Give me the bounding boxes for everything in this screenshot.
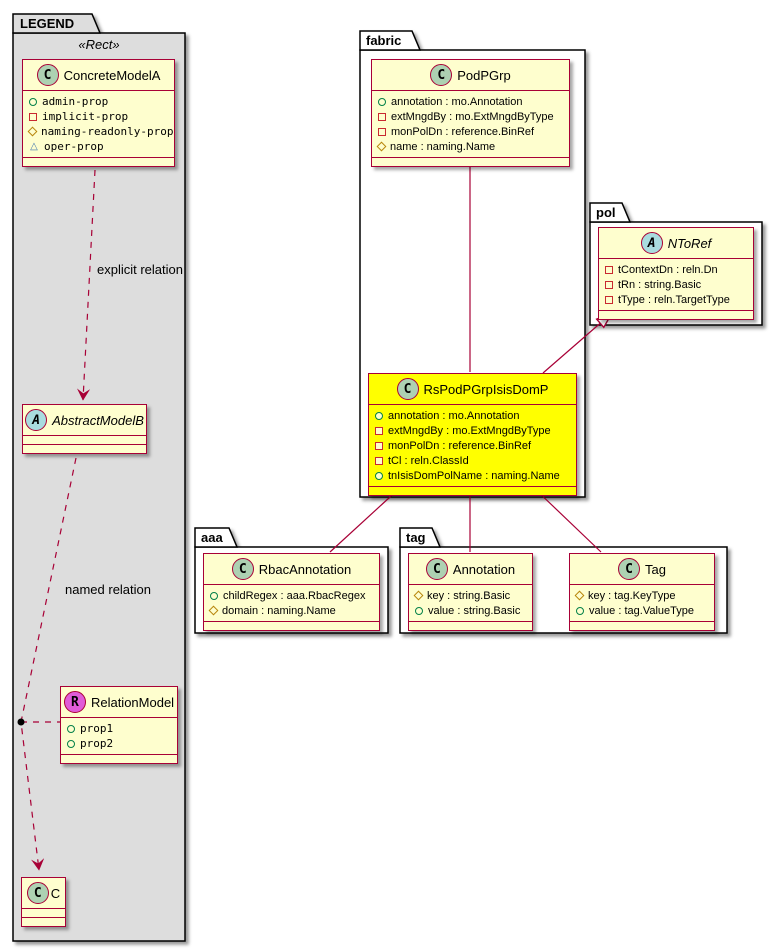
class-attributes bbox=[369, 404, 576, 486]
admin-prop-icon bbox=[67, 725, 75, 733]
attribute-row bbox=[372, 124, 569, 139]
attribute-text: value : tag.ValueType bbox=[589, 604, 694, 617]
implicit-prop-icon bbox=[378, 113, 386, 121]
empty-methods-compartment bbox=[23, 444, 146, 453]
implicit-prop-icon bbox=[375, 427, 383, 435]
class-header bbox=[204, 554, 379, 584]
implicit-prop-icon bbox=[29, 113, 37, 121]
admin-prop-icon bbox=[210, 592, 218, 600]
explicit-relation-label: explicit relation bbox=[97, 262, 183, 277]
empty-methods-compartment bbox=[369, 486, 576, 495]
class-attributes bbox=[599, 258, 753, 310]
class-rspodpgrpisisdomp bbox=[368, 373, 577, 496]
class-name: RbacAnnotation bbox=[258, 561, 352, 577]
class-tag bbox=[569, 553, 715, 631]
class-attributes bbox=[409, 584, 532, 621]
attribute-text: tCl : reln.ClassId bbox=[388, 454, 469, 467]
implicit-prop-icon bbox=[605, 296, 613, 304]
empty-attributes-compartment bbox=[23, 435, 146, 444]
attribute-row bbox=[409, 603, 532, 618]
class-header bbox=[409, 554, 532, 584]
abstract-class-icon: A bbox=[641, 232, 663, 254]
legend-package-label: LEGEND bbox=[20, 16, 75, 31]
attribute-text: extMngdBy : mo.ExtMngdByType bbox=[388, 424, 551, 437]
class-name: AbstractModelB bbox=[52, 412, 144, 428]
class-attributes bbox=[372, 90, 569, 157]
empty-methods-compartment bbox=[22, 917, 65, 926]
admin-prop-icon bbox=[576, 607, 584, 615]
class-icon: C bbox=[430, 64, 452, 86]
attribute-text: implicit-prop bbox=[42, 110, 129, 123]
attribute-text: tRn : string.Basic bbox=[618, 278, 702, 291]
fabric-package-label: fabric bbox=[366, 33, 402, 48]
class-rbacannotation bbox=[203, 553, 380, 631]
attribute-row bbox=[23, 109, 174, 124]
class-name: C bbox=[50, 885, 61, 901]
admin-prop-icon bbox=[378, 98, 386, 106]
naming-readonly-prop-icon bbox=[575, 591, 585, 601]
empty-methods-compartment bbox=[61, 754, 177, 763]
admin-prop-icon bbox=[375, 472, 383, 480]
relation-class-icon: R bbox=[64, 691, 86, 713]
relation-anchor-dot bbox=[18, 719, 25, 726]
implicit-prop-icon bbox=[605, 266, 613, 274]
attribute-row bbox=[61, 721, 177, 736]
implicit-prop-icon bbox=[375, 442, 383, 450]
attribute-text: annotation : mo.Annotation bbox=[391, 95, 523, 108]
attribute-row bbox=[369, 438, 576, 453]
abstract-class-icon: A bbox=[25, 409, 47, 431]
class-concretemodela bbox=[22, 59, 175, 167]
class-header bbox=[23, 60, 174, 90]
attribute-row bbox=[599, 262, 753, 277]
class-name: PodPGrp bbox=[457, 67, 511, 83]
attribute-row bbox=[570, 603, 714, 618]
class-icon: C bbox=[37, 64, 59, 86]
attribute-row bbox=[204, 603, 379, 618]
class-attributes bbox=[570, 584, 714, 621]
attribute-row bbox=[409, 588, 532, 603]
naming-readonly-prop-icon bbox=[377, 142, 387, 152]
class-icon: C bbox=[27, 882, 49, 904]
class-header bbox=[22, 878, 65, 908]
class-c bbox=[21, 877, 66, 927]
attribute-text: naming-readonly-prop bbox=[41, 125, 174, 138]
attribute-row bbox=[23, 124, 174, 139]
class-podpgrp bbox=[371, 59, 570, 167]
attribute-row bbox=[372, 109, 569, 124]
attribute-text: key : tag.KeyType bbox=[588, 589, 676, 602]
class-header bbox=[61, 687, 177, 717]
attribute-row bbox=[372, 139, 569, 154]
oper-prop-icon: △ bbox=[30, 140, 38, 152]
attribute-text: key : string.Basic bbox=[427, 589, 511, 602]
class-attributes bbox=[23, 90, 174, 157]
attribute-row bbox=[369, 468, 576, 483]
implicit-prop-icon bbox=[605, 281, 613, 289]
class-header bbox=[372, 60, 569, 90]
attribute-text: domain : naming.Name bbox=[222, 604, 336, 617]
class-annotation bbox=[408, 553, 533, 631]
attribute-text: tType : reln.TargetType bbox=[618, 293, 730, 306]
admin-prop-icon bbox=[67, 740, 75, 748]
class-icon: C bbox=[232, 558, 254, 580]
empty-methods-compartment bbox=[409, 621, 532, 630]
class-name: Tag bbox=[645, 561, 666, 577]
admin-prop-icon bbox=[29, 98, 37, 106]
class-name: Annotation bbox=[452, 561, 516, 577]
class-attributes bbox=[204, 584, 379, 621]
empty-methods-compartment bbox=[599, 310, 753, 319]
attribute-row bbox=[23, 94, 174, 109]
attribute-text: tContextDn : reln.Dn bbox=[618, 263, 718, 276]
attribute-row bbox=[599, 277, 753, 292]
attribute-row bbox=[369, 423, 576, 438]
class-name: RelationModel bbox=[90, 694, 175, 710]
attribute-text: name : naming.Name bbox=[390, 140, 496, 153]
class-header bbox=[369, 374, 576, 404]
attribute-row bbox=[570, 588, 714, 603]
attribute-text: tnIsisDomPolName : naming.Name bbox=[388, 469, 560, 482]
class-header bbox=[570, 554, 714, 584]
class-icon: C bbox=[618, 558, 640, 580]
class-ntoref bbox=[598, 227, 754, 320]
aaa-package-label: aaa bbox=[201, 530, 223, 545]
attribute-text: admin-prop bbox=[42, 95, 109, 108]
admin-prop-icon bbox=[415, 607, 423, 615]
empty-methods-compartment bbox=[23, 157, 174, 166]
attribute-text: monPolDn : reference.BinRef bbox=[388, 439, 532, 452]
tag-package-label: tag bbox=[406, 530, 426, 545]
class-attributes bbox=[61, 717, 177, 754]
attribute-text: extMngdBy : mo.ExtMngdByType bbox=[391, 110, 554, 123]
attribute-row bbox=[204, 588, 379, 603]
empty-attributes-compartment bbox=[22, 908, 65, 917]
implicit-prop-icon bbox=[375, 457, 383, 465]
naming-readonly-prop-icon bbox=[414, 591, 424, 601]
empty-methods-compartment bbox=[372, 157, 569, 166]
attribute-row bbox=[372, 94, 569, 109]
class-header bbox=[599, 228, 753, 258]
class-icon: C bbox=[397, 378, 419, 400]
named-relation-label: named relation bbox=[65, 582, 151, 597]
attribute-text: annotation : mo.Annotation bbox=[388, 409, 520, 422]
class-abstractmodelb bbox=[22, 404, 147, 454]
attribute-text: childRegex : aaa.RbacRegex bbox=[223, 589, 366, 602]
class-icon: C bbox=[426, 558, 448, 580]
pol-package-label: pol bbox=[596, 205, 616, 220]
attribute-text: prop2 bbox=[80, 737, 114, 750]
naming-readonly-prop-icon bbox=[209, 606, 219, 616]
attribute-text: monPolDn : reference.BinRef bbox=[391, 125, 535, 138]
implicit-prop-icon bbox=[378, 128, 386, 136]
attribute-row bbox=[369, 408, 576, 423]
naming-readonly-prop-icon bbox=[28, 127, 38, 137]
attribute-text: oper-prop bbox=[44, 140, 104, 153]
attribute-row bbox=[61, 736, 177, 751]
legend-stereotype: «Rect» bbox=[78, 37, 120, 52]
empty-methods-compartment bbox=[570, 621, 714, 630]
class-header bbox=[23, 405, 146, 435]
class-name: NToRef bbox=[667, 235, 712, 251]
attribute-row bbox=[599, 292, 753, 307]
attribute-row bbox=[369, 453, 576, 468]
attribute-text: prop1 bbox=[80, 722, 114, 735]
empty-methods-compartment bbox=[204, 621, 379, 630]
admin-prop-icon bbox=[375, 412, 383, 420]
class-name: RsPodPGrpIsisDomP bbox=[423, 381, 549, 397]
class-name: ConcreteModelA bbox=[63, 67, 161, 83]
attribute-text: value : string.Basic bbox=[428, 604, 521, 617]
attribute-row bbox=[23, 139, 174, 154]
class-relationmodel bbox=[60, 686, 178, 764]
